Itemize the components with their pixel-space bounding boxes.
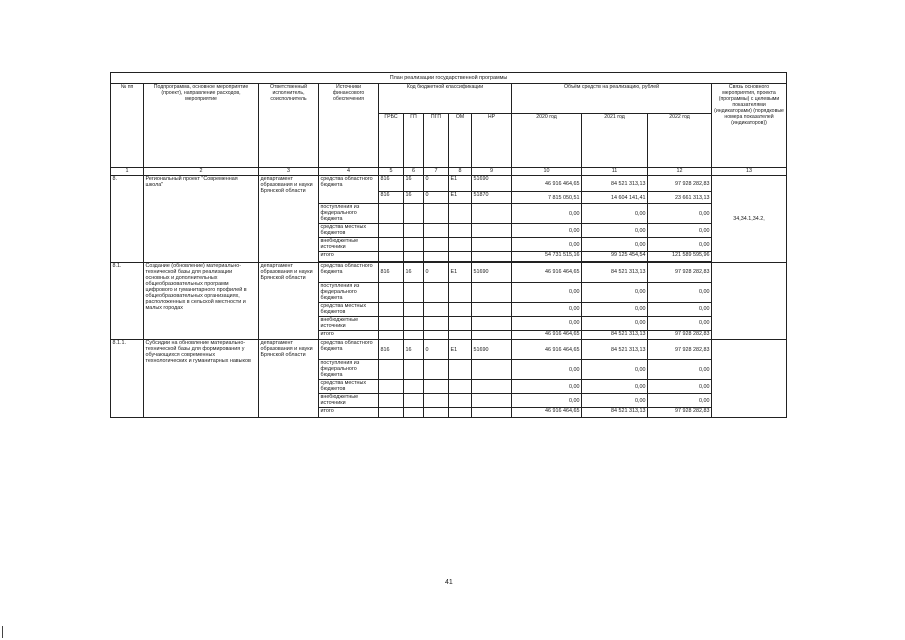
cell-2020: 46 916 464,65	[512, 176, 582, 192]
scan-edge-mark	[2, 626, 3, 638]
source-federal: поступления из федерального бюджета	[319, 282, 379, 302]
header-budget-code: Код бюджетной классификации	[379, 84, 512, 114]
cell-2020: 0,00	[512, 282, 582, 302]
cell-2022: 97 928 282,83	[648, 330, 712, 340]
cell-2020: 0,00	[512, 224, 582, 238]
cell-2022: 97 928 282,83	[648, 340, 712, 360]
col-number: 13	[712, 168, 787, 176]
col-number: 3	[259, 168, 319, 176]
source-total: итого	[319, 330, 379, 340]
header-2022: 2022 год	[648, 114, 712, 168]
row-executor: департамент образования и науки Брянской области	[259, 262, 319, 340]
cell-2022: 97 928 282,83	[648, 176, 712, 192]
header-gp: ГП	[404, 114, 424, 168]
source-local: средства местных бюджетов	[319, 224, 379, 238]
row-executor: департамент образования и науки Брянской области	[259, 176, 319, 263]
col-number: 1	[111, 168, 144, 176]
source-federal: поступления из федерального бюджета	[319, 360, 379, 380]
cell-nr: 51690	[472, 340, 512, 360]
cell-2020: 0,00	[512, 394, 582, 408]
cell-2020: 0,00	[512, 360, 582, 380]
row-link: 34,34.1,34.2,	[712, 176, 787, 263]
header-executor: Ответственный исполнитель, соисполнитель	[259, 84, 319, 168]
cell-pgp: 0	[424, 176, 449, 192]
row-num: 8.1.1.	[111, 340, 144, 418]
source-regional: средства областного бюджета	[319, 176, 379, 204]
cell-2021: 84 521 313,13	[582, 262, 648, 282]
header-link: Связь основного мероприятия, проекта (программы) с целевыми показателями (индикаторами) (порядковые номера показателей (индикаторов))	[712, 84, 787, 168]
col-number: 11	[582, 168, 648, 176]
cell-pgp: 0	[424, 192, 449, 204]
cell-grbs: 816	[379, 340, 404, 360]
cell-2022: 0,00	[648, 204, 712, 224]
header-volume: Объём средств на реализацию, рублей	[512, 84, 712, 114]
cell-2020: 0,00	[512, 238, 582, 252]
cell-om: Е1	[449, 192, 472, 204]
col-number: 9	[472, 168, 512, 176]
cell-2022: 0,00	[648, 302, 712, 316]
row-num: 8.1.	[111, 262, 144, 340]
cell-2021: 0,00	[582, 360, 648, 380]
cell-2021: 0,00	[582, 302, 648, 316]
cell-2021: 0,00	[582, 380, 648, 394]
cell-grbs: 816	[379, 176, 404, 192]
table-row	[111, 340, 787, 360]
cell-2022: 0,00	[648, 282, 712, 302]
cell-2020: 0,00	[512, 302, 582, 316]
source-regional: средства областного бюджета	[319, 262, 379, 282]
header-2020: 2020 год	[512, 114, 582, 168]
cell-2022: 97 928 282,83	[648, 408, 712, 418]
row-name: Создание (обновление) материально-технической базы для реализации основных и дополнительных общеобразовательных программ цифрового и гуманитарного профилей в общеобразовательных организациях, расположенных в сельской местности и малых городах	[144, 262, 259, 340]
cell-2020: 46 916 464,65	[512, 340, 582, 360]
cell-nr: 51870	[472, 192, 512, 204]
cell-2022: 0,00	[648, 380, 712, 394]
cell-nr: 51690	[472, 176, 512, 192]
row-executor: департамент образования и науки Брянской области	[259, 340, 319, 418]
program-plan-table	[110, 72, 787, 418]
source-total: итого	[319, 408, 379, 418]
table-row	[111, 262, 787, 282]
cell-2021: 84 521 313,13	[582, 330, 648, 340]
cell-2020: 46 916 464,65	[512, 408, 582, 418]
cell-2022: 23 661 313,13	[648, 192, 712, 204]
table-title: План реализации государственной программы	[111, 73, 787, 84]
cell-2020: 0,00	[512, 380, 582, 394]
col-number: 4	[319, 168, 379, 176]
source-local: средства местных бюджетов	[319, 302, 379, 316]
cell-2021: 0,00	[582, 238, 648, 252]
cell-gp: 16	[404, 192, 424, 204]
cell-om: Е1	[449, 176, 472, 192]
header-source: Источники финансового обеспечения	[319, 84, 379, 168]
cell-2021: 0,00	[582, 394, 648, 408]
source-regional: средства областного бюджета	[319, 340, 379, 360]
col-number: 10	[512, 168, 582, 176]
column-numbers-row	[111, 168, 787, 176]
cell-2020: 46 916 464,65	[512, 330, 582, 340]
cell-2022: 121 589 595,96	[648, 252, 712, 262]
cell-gp: 16	[404, 176, 424, 192]
source-offbudget: внебюджетные источники	[319, 316, 379, 330]
cell-2021: 84 521 313,13	[582, 340, 648, 360]
cell-2022: 97 928 282,83	[648, 262, 712, 282]
page-number: 41	[445, 579, 453, 586]
source-local: средства местных бюджетов	[319, 380, 379, 394]
col-number: 7	[424, 168, 449, 176]
row-link	[712, 262, 787, 340]
cell-pgp: 0	[424, 262, 449, 282]
col-number: 2	[144, 168, 259, 176]
source-federal: поступления из федерального бюджета	[319, 204, 379, 224]
col-number: 8	[449, 168, 472, 176]
header-grbs: ГРБС	[379, 114, 404, 168]
header-num: № пп	[111, 84, 144, 168]
col-number: 6	[404, 168, 424, 176]
col-number: 5	[379, 168, 404, 176]
cell-2021: 0,00	[582, 282, 648, 302]
cell-2021: 99 125 454,54	[582, 252, 648, 262]
cell-2021: 0,00	[582, 224, 648, 238]
cell-2022: 0,00	[648, 360, 712, 380]
cell-2021: 0,00	[582, 316, 648, 330]
source-total: итого	[319, 252, 379, 262]
cell-2020: 54 731 515,16	[512, 252, 582, 262]
header-om: ОМ	[449, 114, 472, 168]
cell-2022: 0,00	[648, 224, 712, 238]
cell-om: Е1	[449, 340, 472, 360]
cell-om: Е1	[449, 262, 472, 282]
cell-2021: 84 521 313,13	[582, 176, 648, 192]
cell-grbs: 816	[379, 262, 404, 282]
header-pgp: ПГП	[424, 114, 449, 168]
cell-gp: 16	[404, 340, 424, 360]
header-nr: НР	[472, 114, 512, 168]
cell-nr: 51690	[472, 262, 512, 282]
col-number: 12	[648, 168, 712, 176]
header-2021: 2021 год	[582, 114, 648, 168]
cell-2021: 84 521 313,13	[582, 408, 648, 418]
cell-2020: 7 815 050,51	[512, 192, 582, 204]
cell-2022: 0,00	[648, 316, 712, 330]
row-num: 8.	[111, 176, 144, 263]
header-name: Подпрограмма, основное мероприятие (проект), направление расходов, мероприятие	[144, 84, 259, 168]
cell-2020: 46 916 464,65	[512, 262, 582, 282]
cell-2021: 0,00	[582, 204, 648, 224]
cell-pgp: 0	[424, 340, 449, 360]
row-name: Субсидии на обновление материально-технической базы для формирования у обучающихся современных технологических и гуманитарных навыков	[144, 340, 259, 418]
cell-2021: 14 604 141,41	[582, 192, 648, 204]
row-name: Региональный проект "Современная школа"	[144, 176, 259, 263]
cell-grbs: 816	[379, 192, 404, 204]
row-link	[712, 340, 787, 418]
document-sheet	[110, 72, 786, 418]
table-row	[111, 176, 787, 192]
source-offbudget: внебюджетные источники	[319, 394, 379, 408]
source-offbudget: внебюджетные источники	[319, 238, 379, 252]
cell-gp: 16	[404, 262, 424, 282]
cell-2022: 0,00	[648, 394, 712, 408]
cell-2022: 0,00	[648, 238, 712, 252]
cell-2020: 0,00	[512, 204, 582, 224]
cell-2020: 0,00	[512, 316, 582, 330]
